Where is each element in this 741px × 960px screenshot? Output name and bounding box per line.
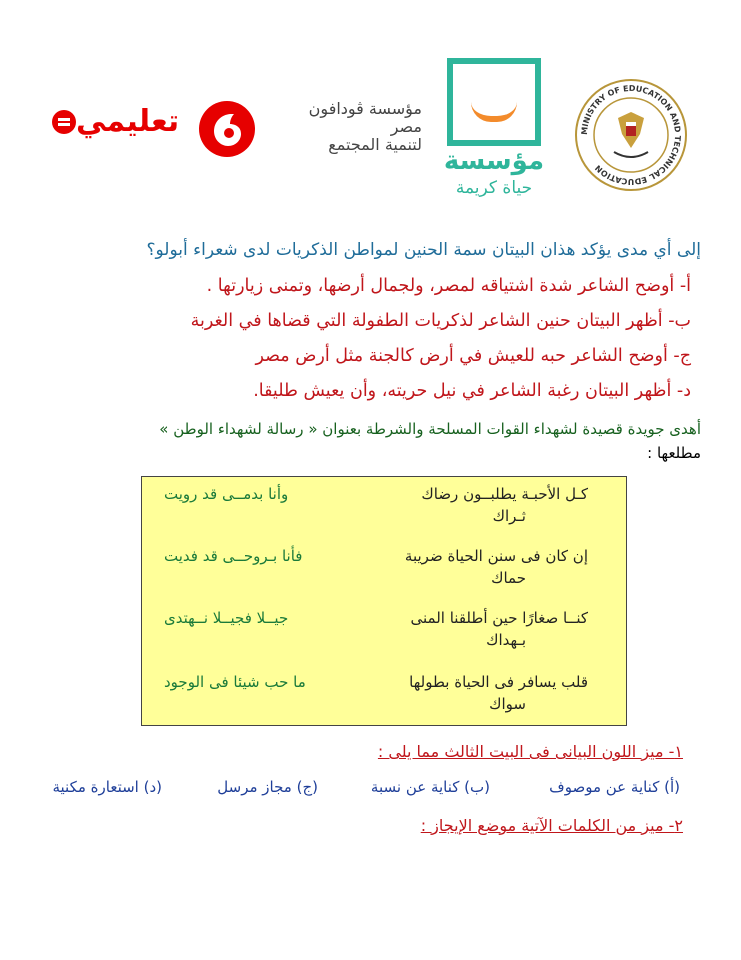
ministry-seal-icon: [574, 78, 688, 192]
poem-verse: [142, 667, 626, 727]
main-question: إلى أي مدى يؤكد هذان البيتان سمة الحنين لمواطن الذكريات لدى شعراء أبولو؟: [146, 240, 701, 260]
choice-c[interactable]: (ج) مجاز مرسل: [217, 778, 318, 796]
choice-a[interactable]: (أ) كناية عن موصوف: [549, 778, 680, 796]
verse-sadr-tail: سواك: [489, 695, 526, 713]
verse-ajuz: فأنا بـروحــى قد فديت: [164, 547, 303, 565]
vodafone-logo-icon: [198, 100, 256, 158]
verse-sadr: كـل الأحبـة يطلبــون رضاك: [421, 485, 588, 503]
hayah-karima-line2: حياة كريمة: [455, 178, 533, 198]
verse-sadr-tail: حماك: [491, 569, 526, 587]
verse-ajuz: وأنا بدمــى قد رويت: [164, 485, 289, 503]
choice-d[interactable]: (د) استعارة مكنية: [52, 778, 162, 796]
hayah-karima-line1: مؤسسة: [443, 146, 545, 176]
poem-verse: [142, 603, 626, 663]
vodafone-foundation-line1: مؤسسة ڤودافون: [308, 99, 422, 118]
poem-verse: [142, 479, 626, 539]
talimi-logo: [48, 104, 179, 139]
verse-sadr: قلب يسافر فى الحياة بطولها: [409, 673, 588, 691]
question-1: ١- ميز اللون البيانى فى البيت الثالث مما يلى :: [377, 742, 683, 761]
ministry-seal-text: MINISTRY OF EDUCATION AND TECHNICAL EDUCATION: [579, 83, 683, 187]
vodafone-foundation-line2: مصر: [390, 117, 422, 136]
question-2: ٢- ميز من الكلمات الآتية موضع الإيجاز :: [420, 816, 683, 835]
verse-sadr-tail: ثـراك: [492, 507, 526, 525]
option-b[interactable]: ب- أظهر البيتان حنين الشاعر لذكريات الطفولة التي قضاها في الغربة: [190, 311, 691, 331]
talimi-logo-text: تعليمي: [76, 104, 180, 139]
poem-intro-line2: مطلعها :: [647, 444, 701, 462]
talimi-mark-icon: [52, 110, 76, 134]
option-d[interactable]: د- أظهر البيتان رغبة الشاعر في نيل حريته، وأن يعيش طليقا.: [253, 381, 691, 401]
verse-ajuz: ما حب شيئا فى الوجود: [164, 673, 306, 691]
poem-box: [141, 476, 627, 726]
vodafone-foundation-line3: لتنمية المجتمع: [328, 135, 422, 154]
verse-sadr: كنــا صغارًا حين أطلقنا المنى: [410, 609, 588, 627]
question-1-choices: [40, 778, 680, 800]
verse-ajuz: جيــلا فجيــلا نــهتدى: [164, 609, 289, 627]
poem-intro-line1: أهدى جويدة قصيدة لشهداء القوات المسلحة والشرطة بعنوان « رسالة لشهداء الوطن »: [159, 420, 701, 438]
option-a[interactable]: أ- أوضح الشاعر شدة اشتياقه لمصر، ولجمال أرضها، وتمنى زيارتها .: [206, 276, 691, 296]
option-c[interactable]: ج- أوضح الشاعر حبه للعيش في أرض كالجنة مثل أرض مصر: [255, 346, 691, 366]
poem-verse: [142, 541, 626, 601]
verse-sadr: إن كان فى سنن الحياة ضريبة: [404, 547, 588, 565]
hayah-karima-logo-icon: [447, 58, 541, 146]
vodafone-foundation-logo: [262, 100, 422, 154]
verse-sadr-tail: بـهداك: [486, 631, 526, 649]
choice-b[interactable]: (ب) كناية عن نسبة: [370, 778, 490, 796]
